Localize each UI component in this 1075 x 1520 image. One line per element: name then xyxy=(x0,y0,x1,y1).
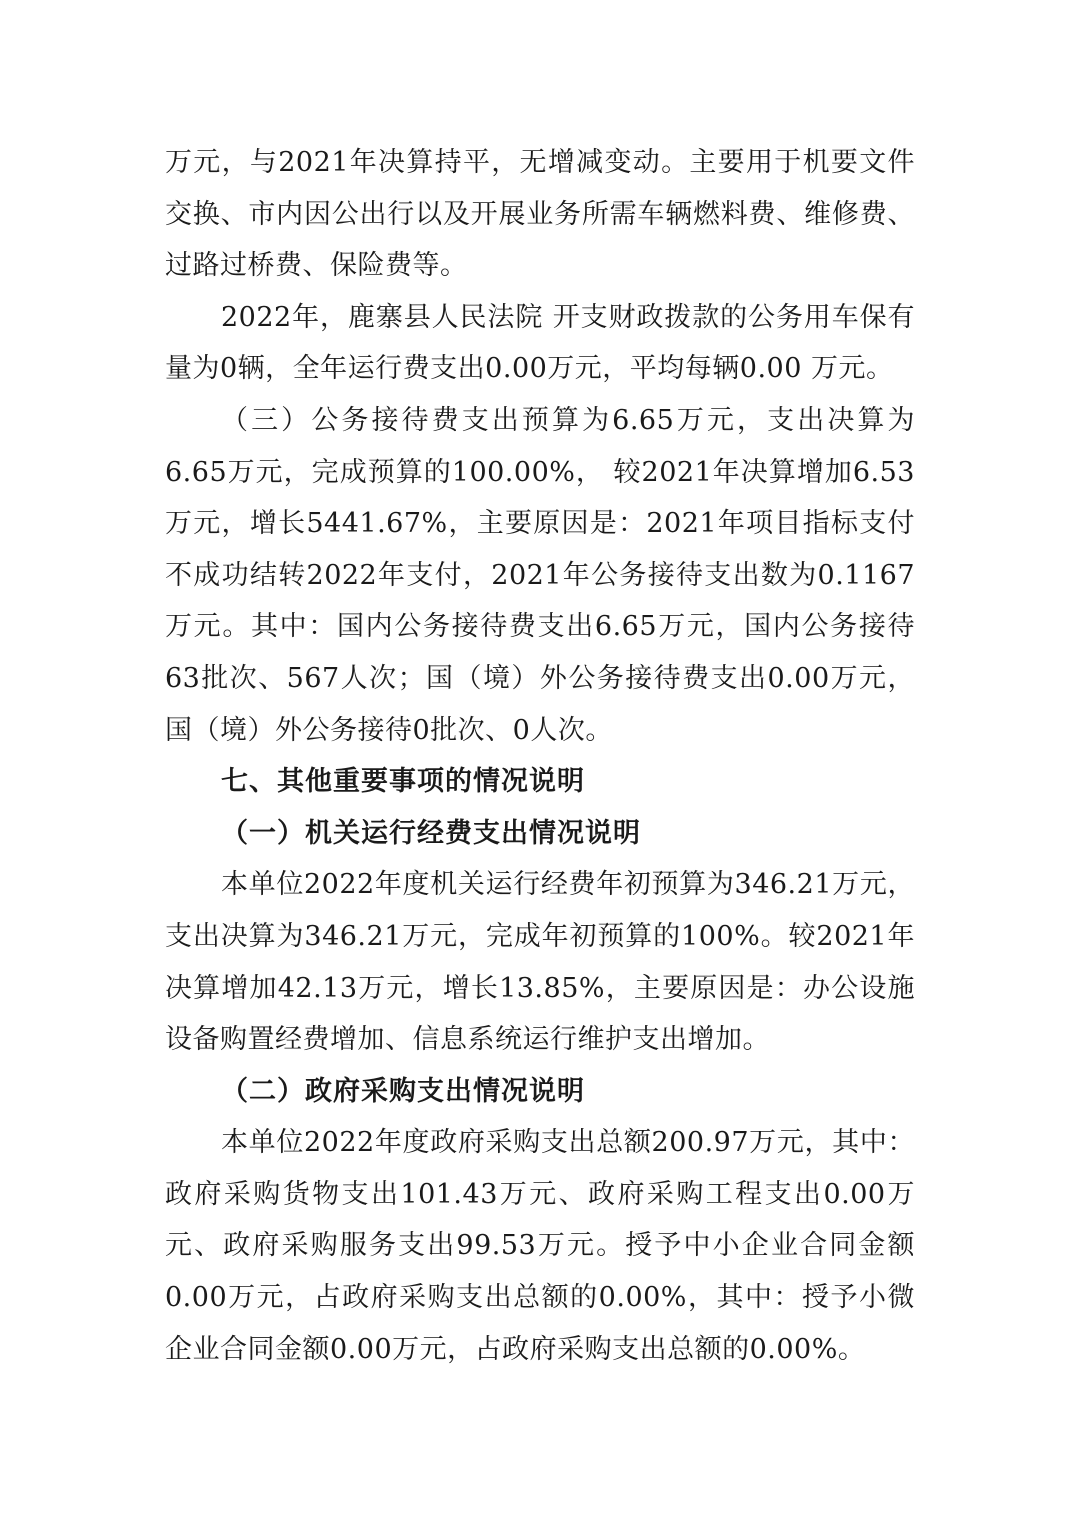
subsection-heading-operating-expense: （一）机关运行经费支出情况说明 xyxy=(221,817,641,849)
document-body xyxy=(165,137,915,1375)
paragraph-procurement: 本单位2022年度政府采购支出总额200.97万元，其中：政府采购货物支出101.43万元、政府采购工程支出0.00万元、政府采购服务支出99.53万元。授予中小企业合同金额0.00万元，占政府采购支出总额的0.00%，其中：授予小微企业合同金额0.00万元，占政府采购支出总额的0.00%。 xyxy=(165,1127,915,1365)
section-heading-other-matters: 七、其他重要事项的情况说明 xyxy=(221,766,585,798)
paragraph-reception-expense: （三）公务接待费支出预算为6.65万元，支出决算为6.65万元，完成预算的100.00%， 较2021年决算增加6.53万元，增长5441.67%，主要原因是：2021年项目指标支付不成功结转2022年支付，2021年公务接待支出数为0.1167万元。其中：国内公务接待费支出6.65万元，国内公务接待63批次、567人次；国（境）外公务接待费支出0.00万元，国（境）外公务接待0批次、0人次。 xyxy=(165,404,915,746)
paragraph-operating-expense: 本单位2022年度机关运行经费年初预算为346.21万元，支出决算为346.21万元，完成年初预算的100%。较2021年决算增加42.13万元，增长13.85%，主要原因是：办公设施设备购置经费增加、信息系统运行维护支出增加。 xyxy=(165,869,915,1056)
paragraph-vehicle-count: 2022年，鹿寨县人民法院 开支财政拨款的公务用车保有量为0辆，全年运行费支出0.00万元，平均每辆0.00 万元。 xyxy=(165,301,915,385)
subsection-heading-procurement: （二）政府采购支出情况说明 xyxy=(221,1075,585,1107)
paragraph-vehicle-operation-continued: 万元，与2021年决算持平，无增减变动。主要用于机要文件交换、市内因公出行以及开展业务所需车辆燃料费、维修费、过路过桥费、保险费等。 xyxy=(165,147,915,282)
